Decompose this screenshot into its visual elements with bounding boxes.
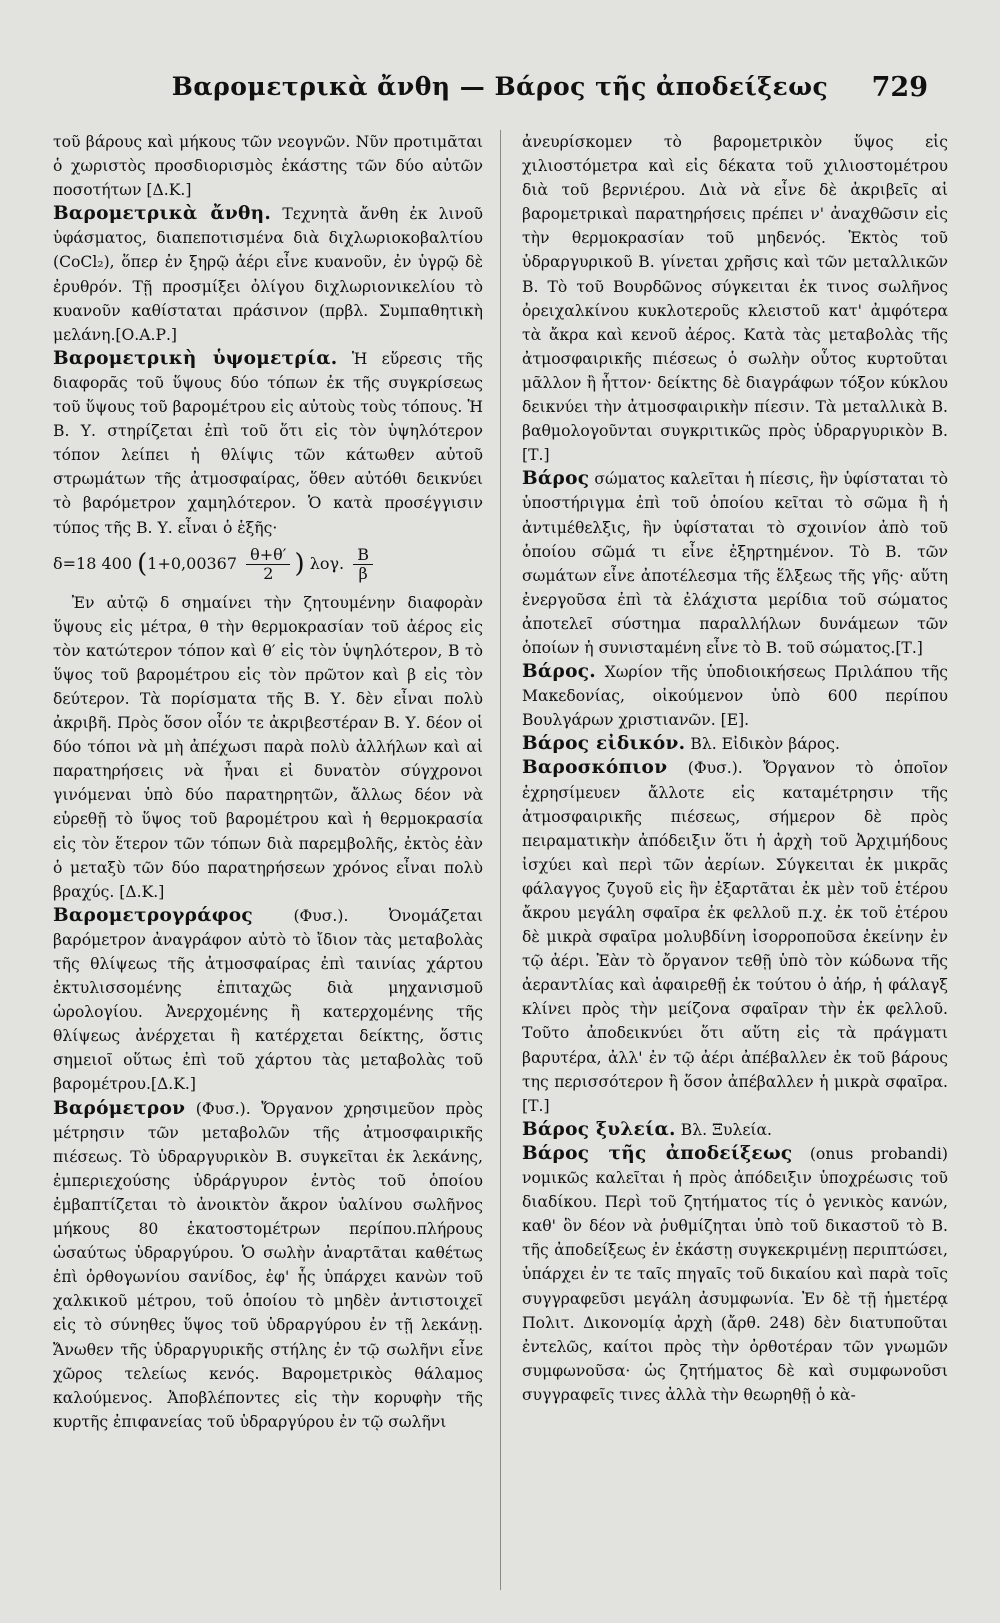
entry-varos-eidikon xyxy=(522,732,948,756)
paragraph-continuation: τοῦ βάρους καὶ μήκους τῶν νεογνῶν. Νῦν προτιμᾶται ὁ χωριστὸς προσδιορισμὸς ἑκάστης τῶν δύο αὐτῶν ποσοτήτων [Δ.Κ.] xyxy=(53,133,483,200)
entry-headword: Βαρομετρικὰ ἄνθη. xyxy=(53,203,272,225)
left-column xyxy=(53,130,483,1434)
entry-headword: Βάρος. xyxy=(522,661,597,683)
entry-text: Τεχνητὰ ἄνθη ἐκ λινοῦ ὑφάσματος, διαπεποτισμένα διὰ διχλωριοκοβαλτίου (CoCl₂), ὅπερ ἐν ξηρῷ ἀέρι εἶνε κυανοῦν, ἐν ὑγρῷ δὲ ἐρυθρόν. Τῇ προσμίξει ὀλίγου διχλωριονικελίου τὸ κυανοῦν καθίσταται πράσινον (πρβλ. Συμπαθητικὴ μελάνη.[Ο.Α.Ρ.] xyxy=(53,205,483,344)
right-column xyxy=(522,130,948,1407)
entry-text: (Φυσ.). Ὄργανον χρησιμεῦον πρὸς μέτρησιν τῶν μεταβολῶν τῆς ἀτμοσφαιρικῆς πιέσεως. Τὸ ὑδραργυρικὸν Β. συγκεῖται ἐκ λεκάνης, ἐμπεριεχούσης ὑδράργυρον ἐντὸς τοῦ ὁποίου ἐμβαπτίζεται τὸ ἀνοικτὸν ἄκρον ὑαλίνου σωλῆνος μήκους 80 ἑκατοστομέτρων περίπου.πλήρους ὡσαύτως ὑδραργύρου. Ὁ σωλὴν ἀναρτᾶται καθέτως ἐπὶ ὀρθογωνίου σανίδος, ἐφ' ἧς ὑπάρχει κανὼν τοῦ χαλκικοῦ μέτρου, τοῦ ὁποίου τὸ μηδὲν ἀντιστοιχεῖ εἰς τὸ σύνηθες ὕψος τοῦ ὑδραργύρου ἐν τῇ λεκάνῃ. Ἄνωθεν τῆς ὑδραργυρικῆς στήλης ἐν τῷ σωλῆνι εἶνε χῶρος τελείως κενός. Βαρομετρικὸς θάλαμος καλούμενος. Ἀποβλέποντες εἰς τὴν κορυφὴν τῆς κυρτῆς ἐπιφανείας τοῦ ὑδραργύρου ἐν τῷ σωλῆνι xyxy=(53,1099,483,1431)
paragraph-continuation: ἀνευρίσκομεν τὸ βαρομετρικὸν ὕψος εἰς χιλιοστόμετρα καὶ εἰς δέκατα τοῦ χιλιοστομέτρου διὰ τοῦ βερνιέρου. Διὰ νὰ εἶνε δὲ ἀκριβεῖς αἱ βαρομετρικαὶ παρατηρήσεις πρέπει ν' ἀναχθῶσιν εἰς τὴν θερμοκρασίαν τοῦ μηδενός. Ἐκτὸς τοῦ ὑδραργυρικοῦ Β. γίνεται χρῆσις καὶ τῶν μεταλλικῶν Β. Τὸ τοῦ Βουρδῶνος σύγκειται ἐκ τινος σωλῆνος ὀρειχαλκίνου κυκλοτεροῦς κλειστοῦ κατ' ἀμφότερα τὰ ἄκρα καὶ κενοῦ ἀέρος. Κατὰ τὰς μεταβολὰς τῆς ἀτμοσφαιρικῆς πιέσεως ὁ σωλὴν οὗτος κυρτοῦται μᾶλλον ἢ ἧττον· δείκτης δὲ διαγράφων τόξον κύκλου δεικνύει τὴν ἀτμοσφαιρικὴν πίεσιν. Τὰ μεταλλικὰ Β. βαθμολογοῦνται συγκριτικῶς πρὸς ὑδραργυρικὸν Β. [Τ.] xyxy=(522,133,948,465)
entry-continuation: Ἐν αὐτῷ δ σημαίνει τὴν ζητουμένην διαφορὰν ὕψους εἰς μέτρα, θ τὴν θερμοκρασίαν τοῦ ἀέρος εἰς τὸν κατώτερον τόπον καὶ θ′ εἰς τὸν ὑψηλότερον, Β τὸ ὕψος τοῦ βαρομέτρου εἰς τὸν πρῶτον καὶ β εἰς τὸν δεύτερον. Τὰ πορίσματα τῆς Β. Υ. δὲν εἶναι πολὺ ἀκριβῆ. Πρὸς ὅσον οἷόν τε ἀκριβεστέραν Β. Υ. δέον οἱ δύο τόποι νὰ μὴ ἀπέχωσι παρὰ πολὺ ἀλλήλων καὶ αἱ παρατηρήσεις νὰ ἦναι εἰ δυνατὸν σύγχρονοι γινόμεναι ὑπὸ δύο παρατηρητῶν, ἄλλως δέον νὰ εὑρεθῇ τὸ ὕψος τοῦ βαρομέτρου καὶ ἡ θερμοκρασία εἰς τὸν ἕτερον τῶν τόπων διὰ παρεμβολῆς, ἐκτὸς ἐὰν ὁ μεταξὺ τῶν δύο παρατηρήσεων χρόνος εἶναι πολὺ βραχύς. [Δ.Κ.] xyxy=(53,593,483,901)
entry-varos-xyleia xyxy=(522,1118,948,1142)
page-number: 729 xyxy=(871,72,928,103)
entry-barometrografos xyxy=(53,904,483,1097)
entry-text: Ἡ εὕρεσις τῆς διαφορᾶς τοῦ ὕψους δύο τόπων ἐκ τῆς συγκρίσεως τοῦ ὕψους τοῦ βαρομέτρου εἰς αὐτοὺς τοὺς τόπους. Ἡ Β. Υ. στηρίζεται ἐπὶ τοῦ ὅτι εἰς τὸν ὑψηλότερον τόπον λείπει ἡ θλίψις τῶν κάτωθεν αὐτοῦ στρωμάτων τῆς ἀτμοσφαίρας, ὅθεν αὐτόθι δεικνύει τὸ βαρόμετρον χαμηλότερον. Ὁ κατὰ προσέγγισιν τύπος τῆς Β. Υ. εἶναι ὁ ἑξῆς· xyxy=(53,349,483,537)
entry-text: σώματος καλεῖται ἡ πίεσις, ἣν ὑφίσταται τὸ ὑποστήριγμα ἐπὶ τοῦ ὁποίου κεῖται τὸ σῶμα ἢ ἡ ἀντιμέθελξις, ἣν ὑφίσταται τὸ σχοινίον ἀπὸ τοῦ ὁποίου σῶμά τι εἶνε ἐξηρτημένον. Τὸ Β. τῶν σωμάτων εἶνε ἀποτέλεσμα τῆς ἕλξεως τῆς γῆς· αὕτη ἐνεργοῦσα ἐπὶ τὰ ἐλάχιστα μερίδια τοῦ σώματος ἀποτελεῖ σύστημα παραλλήλων δυνάμεων τῶν ὁποίων ἡ συνισταμένη εἶνε τὸ Β. τοῦ σώματος.[Τ.] xyxy=(522,470,948,657)
formula-log-fraction: $\frac{B}{\beta}$ xyxy=(353,546,373,583)
entry-text: Χωρίον τῆς ὑποδιοικήσεως Πριλάπου τῆς Μακεδονίας, οἰκούμενον ὑπὸ 600 περίπου Βουλγάρων χριστιανῶν. [Ε]. xyxy=(522,663,948,730)
entry-varos-village xyxy=(522,660,948,732)
entry-headword: Βαρομετρογράφος xyxy=(53,904,253,926)
column-divider xyxy=(500,130,501,1590)
formula-fraction: $\frac{\theta+\theta'}{2}$ xyxy=(246,546,290,583)
formula-lhs: δ=18 400 xyxy=(53,553,133,573)
entry-text: Βλ. Ξυλεία. xyxy=(680,1120,773,1139)
entry-barometron xyxy=(53,1097,483,1434)
entry-headword: Βάρος ξυλεία. xyxy=(522,1118,676,1140)
entry-varos xyxy=(522,467,948,660)
altitude-formula: δ=18 400 (1+0,00367 $\frac{\theta+\theta'}{2}$ ) λογ. $\frac{B}{\beta}$ xyxy=(53,546,483,583)
entry-headword: Βαρομετρικὴ ὑψομετρία. xyxy=(53,347,338,369)
entry-varos-apodeixeos xyxy=(522,1142,948,1407)
entry-text: (Φυσ.). Ὄργανον τὸ ὁποῖον ἐχρησίμευεν ἄλλοτε εἰς καταμέτρησιν τῆς ἀτμοσφαιρικῆς πιέσεως, σήμερον δὲ πρὸς πειραματικὴν ἀπόδειξιν ὅτι ἡ ἀρχὴ τοῦ Ἀρχιμήδους ἰσχύει καὶ περὶ τῶν ἀερίων. Σύγκειται ἐκ μικρᾶς φάλαγγος ζυγοῦ εἰς ἣν ἐξαρτᾶται ἐκ μὲν τοῦ ἑτέρου ἄκρου μεγάλη σφαῖρα ἐκ φελλοῦ π.χ. ἐκ τοῦ ἑτέρου δὲ μικρὰ σφαῖρα μολυβδίνη ἰσορροποῦσα ἐκείνην ἐν τῷ ἀέρι. Ἐὰν τὸ ὄργανον τεθῇ ὑπὸ τὸν κώδωνα τῆς ἀεραντλίας καὶ ἀφαιρεθῇ ἐκ τούτου ὁ ἀήρ, ἡ φάλαγξ κλίνει πρὸς τὴν μείζονα σφαῖραν τὴν ἐκ φελλοῦ. Τοῦτο ἀποδεικνύει ὅτι αὕτη εἰς τὰ πράγματι βαρυτέρα, ἀλλ' ἐν τῷ ἀέρι ἀπέβαλλεν ἐκ τοῦ βάρους της περισσότερον ἢ ὅσον ἀπέβαλλεν ἡ μικρὰ σφαῖρα. [Τ.] xyxy=(522,759,948,1115)
entry-varoskopion xyxy=(522,756,948,1117)
entry-barometrika-anthi xyxy=(53,202,483,347)
entry-barometriki-ypsometria xyxy=(53,347,483,540)
entry-text: (onus probandi) νομικῶς καλεῖται ἡ πρὸς ἀπόδειξιν ὑποχρέωσις τοῦ διαδίκου. Περὶ τοῦ ζητήματος τίς ὁ γενικὸς κανών, καθ' ὃν δέον νὰ ῥυθμίζηται ὑπὸ τοῦ δικαστοῦ τὸ Β. τῆς ἀποδείξεως ἐν ἑκάστῃ συγκεκριμένῃ περιπτώσει, ὑπάρχει ἐν τε ταῖς πηγαῖς τοῦ δικαίου καὶ παρὰ τοῖς συγγραφεῦσι μεγάλη ἀσυμφωνία. Ἐν δὲ τῇ ἡμετέρᾳ Πολιτ. Δικονομίᾳ ἀρχὴ (ἄρθ. 248) δὲν διατυποῦται ἐντελῶς, καίτοι πρὸς τὴν ὀρθοτέραν τῶν γνωμῶν συμφωνοῦσα· ὡς ζητήματος δὲ καὶ συμφωνοῦσι συγγραφεῖς τινες ἀλλὰ τὴν θεωρηθῇ ὁ κὰ- xyxy=(522,1144,948,1404)
running-header xyxy=(0,72,1000,112)
entry-text: Βλ. Εἰδικὸν βάρος. xyxy=(690,735,840,754)
entry-headword: Βαροσκόπιον xyxy=(522,757,668,779)
entry-headword: Βαρόμετρον xyxy=(53,1097,186,1119)
entry-headword: Βάρος τῆς ἀποδείξεως xyxy=(522,1142,793,1164)
entry-headword: Βάρος εἰδικόν. xyxy=(522,733,686,755)
entry-headword: Βάρος xyxy=(522,468,590,490)
formula-inner: 1+0,00367 xyxy=(147,553,238,573)
formula-log: λογ. xyxy=(309,553,345,573)
running-title: Βαρομετρικὰ ἄνθη — Βάρος τῆς ἀποδείξεως xyxy=(171,72,829,101)
entry-text: (Φυσ.). Ὀνομάζεται βαρόμετρον ἀναγράφον αὐτὸ τὸ ἴδιον τὰς μεταβολὰς τῆς θλίψεως τῆς ἀτμοσφαίρας ἐπὶ ταινίας χάρτου ἐκτυλισσομένης ἐπιταχῶς διὰ μηχανισμοῦ ὡρολογίου. Ἀνερχομένης ἢ κατερχομένης τῆς θλίψεως ἀνέρχεται ἢ κατέρχεται δείκτης, ὅστις σημειοῖ οὕτως ἐπὶ τοῦ χάρτου τὰς μεταβολὰς τοῦ βαρομέτρου.[Δ.Κ.] xyxy=(53,906,483,1094)
